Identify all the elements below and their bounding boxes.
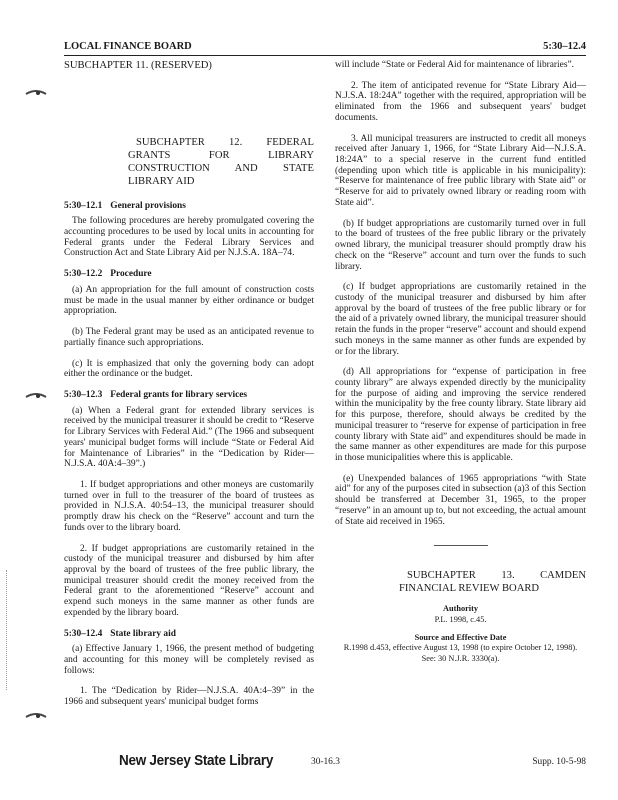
authority-heading: Authority <box>442 604 479 614</box>
section-12-1-heading <box>64 201 314 212</box>
paragraph: 1. If budget appropriations and other moneys are customarily turned over in full to the treasurer of the board of trustees as provided in N.J.S.A. 40:54–13, the municipal treasurer should promptly draw his check on the “Reserve” account and turn the funds over to the library board. <box>64 479 314 533</box>
paragraph: 3. All municipal treasurers are instructed to credit all moneys received after January 1, 1966, for “State Library Aid—N.J.S.A. 18:24A” to a special reserve in the current fund entitled (depending upon which title is applicable in his municipality): “Reserve for maintenance of free public library with State aid” or “Reserve for aid to privately owned library or reading room with State aid”. <box>335 133 586 208</box>
section-title: General provisions <box>110 200 186 211</box>
header-section-number: 5:30–12.4 <box>543 41 586 52</box>
margin-mark-icon <box>24 707 48 723</box>
section-12-2-heading <box>64 269 314 280</box>
paragraph: 2. If budget appropriations are customarily retained in the custody of the municipal treasurer and disbursed by him after approval by the board of trustees of the free public library, the municipal treasurer should credit the money received from the Federal grant to the aforementioned “Reserve” account and expend such moneys in the same manner as other funds are expended by the library board. <box>64 543 314 618</box>
paragraph: (a) When a Federal grant for extended library services is received by the municipal treasurer it should be credit to “Reserve for Library Services with Federal Aid.” (The 1966 and subsequent years' municipal budget forms will include “State or Federal Aid for Maintenance of Libraries” in the “Dedication by Rider—N.J.S.A. 40A:4–39”.) <box>64 405 314 470</box>
source-see-text: See: 30 N.J.R. 3330(a). <box>421 653 500 663</box>
paragraph: (e) Unexpended balances of 1965 appropriations “with State aid” for any of the purposes cited in subsection (a)3 of this Section should be transferred at December 31, 1965, to the proper “reserve” in an amount up to, but not exceeding, the actual amount of State aid received in 1965. <box>335 473 586 527</box>
paragraph: 1. The “Dedication by Rider—N.J.S.A. 40A:4–39” in the 1966 and subsequent years' municipal budget forms <box>64 686 314 708</box>
subchapter-12-heading: SUBCHAPTER 12. FEDERAL GRANTS FOR LIBRARY CONSTRUCTION AND STATE LIBRARY AID <box>128 136 314 187</box>
paragraph: (c) It is emphasized that only the governing body can adopt either the ordinance or the budget. <box>64 358 314 380</box>
header-title: LOCAL FINANCE BOARD <box>64 41 192 52</box>
section-title: Procedure <box>110 269 152 280</box>
library-watermark-logo: New Jersey State Library <box>119 752 274 769</box>
section-number: 5:30–12.3 <box>64 389 103 400</box>
supplement-date: Supp. 10-5-98 <box>532 757 586 767</box>
paragraph: (d) All appropriations for “expense of participation in free county library” are always expended directly by the municipality for the purpose of aiding and improving the service rendered within the municipality by the free county library. State library aid for this purpose, therefore, should always be credited by the municipal treasurer to “reserve for expense of participation in free county library with State aid” and expenditures should be made in the same manner as other expenditures are made for this purpose in those municipalities where this is applicable. <box>335 367 586 463</box>
section-title: State library aid <box>110 628 176 639</box>
paragraph: will include “State or Federal Aid for maintenance of libraries”. <box>335 60 574 70</box>
paragraph: (c) If budget appropriations are customarily retained in the custody of the municipal treasurer and disbursed by him after approval by the board of trustees of the free public library or for the aid of a privately owned library, the municipal treasurer should retain the funds in the proper “reserve” account and should expend such moneys in the same manner as other funds are expended by or for the library. <box>335 282 586 357</box>
section-12-3-heading <box>64 390 314 401</box>
paragraph: (b) The Federal grant may be used as an anticipated revenue to partially finance such appropriations. <box>64 327 314 348</box>
margin-mark-icon <box>24 84 48 100</box>
running-header <box>64 40 586 56</box>
section-number: 5:30–12.2 <box>64 269 103 280</box>
margin-scan-artifact <box>6 570 9 690</box>
section-number: 5:30–12.1 <box>64 200 103 211</box>
paragraph: 2. The item of anticipated revenue for “State Library Aid—N.J.S.A. 18:24A” together with the required, appropriation will be eliminated from the 1966 and subsequent years' budget documents. <box>335 80 586 123</box>
section-12-4-heading <box>64 629 314 640</box>
margin-mark-icon <box>24 387 48 403</box>
page-footer <box>64 752 586 776</box>
page-number: 30-16.3 <box>311 757 340 767</box>
subchapter-11-heading: SUBCHAPTER 11. (RESERVED) <box>64 60 212 71</box>
source-text: R.1998 d.453, effective August 13, 1998 (to expire October 12, 1998). <box>343 643 578 653</box>
left-column <box>64 60 314 718</box>
authority-text: P.L. 1998, c.45. <box>434 614 487 624</box>
section-title: Federal grants for library services <box>110 389 248 400</box>
paragraph: (a) An appropriation for the full amount of construction costs must be made in the usual manner by either ordinance or budget appropriation. <box>64 284 314 317</box>
paragraph: The following procedures are hereby promulgated covering the accounting procedures to be used by local units in accounting for Federal grants under the Federal Library Services and Construction Act and State Library Aid per N.J.S.A. 18A–74. <box>64 216 314 259</box>
paragraph: (b) If budget appropriations are customarily turned over in full to the board of trustees of the free public library or the privately owned library, the municipal treasurer should promptly draw his check on the “Reserve” account and turn over the funds to such library. <box>335 218 586 272</box>
source-heading: Source and Effective Date <box>414 632 507 642</box>
subchapter-13-heading: SUBCHAPTER 13. CAMDEN FINANCIAL REVIEW BOARD <box>399 570 586 595</box>
paragraph: (a) Effective January 1, 1966, the present method of budgeting and accounting for this money will be completely revised as follows: <box>64 644 314 676</box>
right-column <box>335 60 586 664</box>
section-number: 5:30–12.4 <box>64 628 103 639</box>
